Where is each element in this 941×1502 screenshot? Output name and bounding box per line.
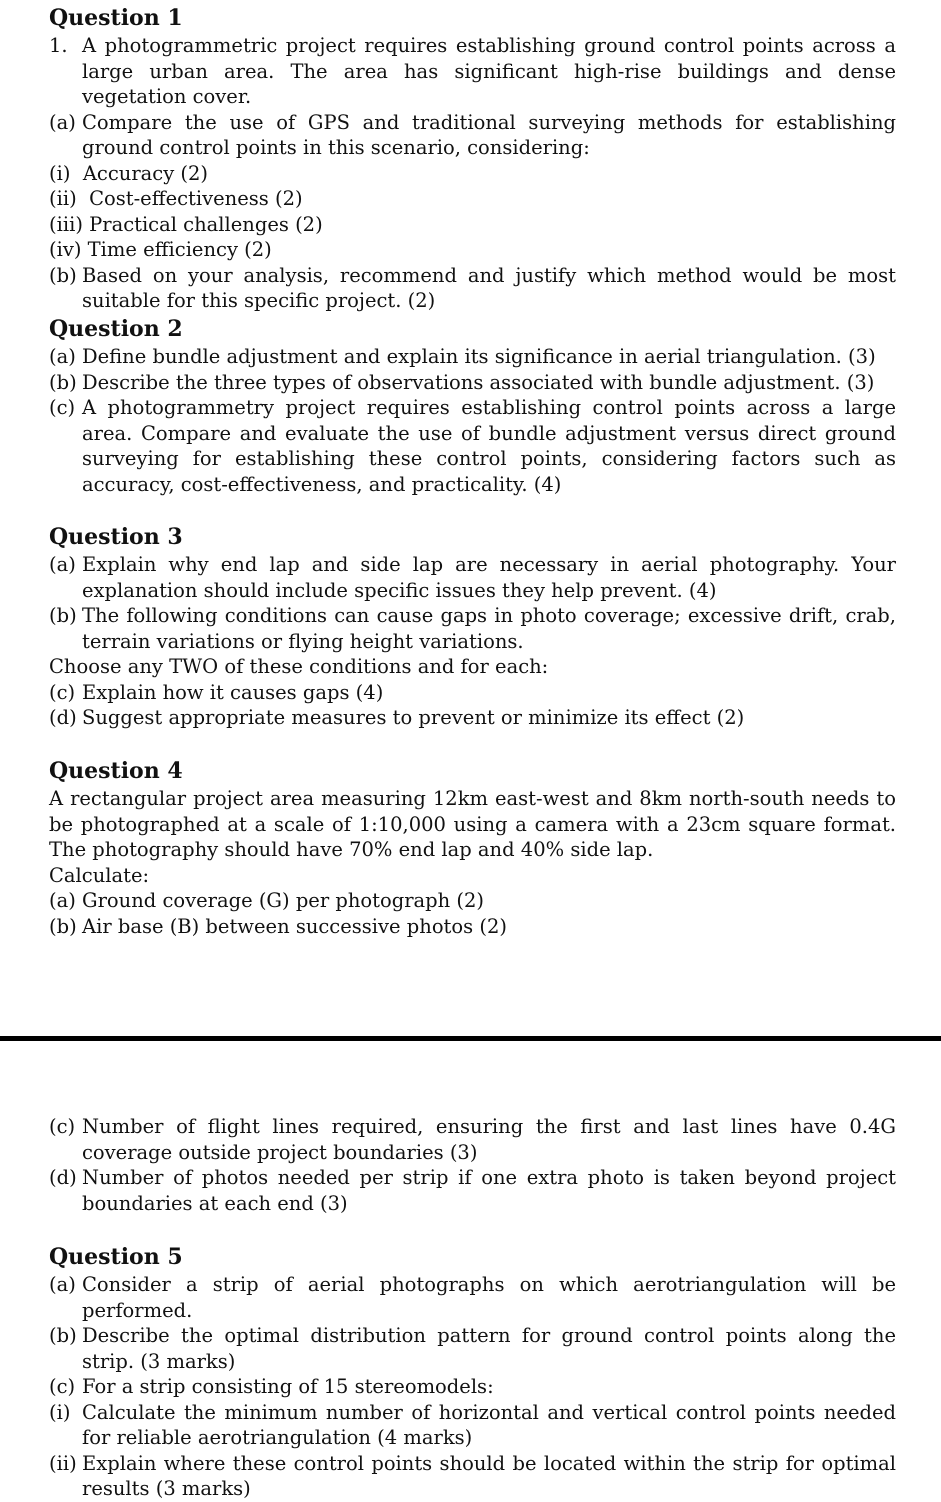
q3-part-c [49,680,896,706]
question-4-heading: Question 4 [49,758,183,784]
question-5 [49,1243,896,1502]
q1-part-b [49,263,896,314]
q1-part-a [49,110,896,161]
q3-part-b-label: (b) [49,604,77,627]
q4-intro: A rectangular project area measuring 12km east-west and 8km north-south needs to be photographed at a scale of 1:10,000 using a camera with a 23cm square format. The photography should have 70% end lap and 40% side lap. [49,787,896,861]
question-2-heading: Question 2 [49,316,183,342]
q1-part-a-text: Compare the use of GPS and traditional surveying methods for establishing ground control points in this scenario, considering: [82,110,896,159]
q3-part-a [49,552,896,603]
q3-part-d [49,705,896,731]
q1-sub-ii: (ii) Cost-effectiveness (2) [49,187,303,210]
q5-part-b-text: Describe the optimal distribution pattern for ground control points along the strip. (3 marks) [82,1324,896,1373]
q2-part-a-text: Define bundle adjustment and explain its significance in aerial triangulation. (3) [82,345,876,368]
q1-intro-text: A photogrammetric project requires establishing ground control points across a large urban area. The area has significant high-rise buildings and dense vegetation cover. [82,34,896,108]
q5-sub-i-label: (i) [49,1400,71,1424]
question-1-heading: Question 1 [49,5,183,31]
q5-part-c [49,1374,896,1400]
q4-part-a-label: (a) [49,889,76,912]
q3-part-d-text: Suggest appropriate measures to prevent or minimize its effect (2) [82,706,745,729]
q1-part-a-label: (a) [49,110,76,134]
q2-part-a-label: (a) [49,345,76,368]
q5-part-b [49,1323,896,1374]
q2-part-c [49,395,896,497]
question-3-heading: Question 3 [49,524,183,550]
q4-part-a-text: Ground coverage (G) per photograph (2) [82,889,485,912]
q5-sub-ii-text: Explain where these control points should be located within the strip for optimal results (3 marks) [82,1451,896,1500]
q4-part-d-label: (d) [49,1166,77,1189]
q1-part-b-label: (b) [49,263,77,287]
q5-part-b-label: (b) [49,1324,77,1347]
lower-sheet [0,1042,941,1500]
q4-calculate: Calculate: [49,863,150,887]
q2-part-c-text: A photogrammetry project requires establishing control points across a large area. Compare and evaluate the use of bundle adjustment versus direct ground surveying for establishing these control points, considering factors such as accuracy, cost-effectiveness, and practicality. (4) [82,396,896,496]
q3-part-a-label: (a) [49,553,76,576]
q4-part-c-label: (c) [49,1115,76,1138]
question-3 [49,523,896,731]
q3-part-b-text: The following conditions can cause gaps in photo coverage; excessive drift, crab, terrain variations or flying height variations. [82,604,896,653]
q3-choose-instruction: Choose any TWO of these conditions and for each: [49,655,549,678]
q1-part-b-text: Based on your analysis, recommend and justify which method would be most suitable for this specific project. (2) [82,263,896,312]
question-4-continued [49,1114,896,1216]
q5-sub-ii-label: (ii) [49,1451,77,1475]
q5-part-a [49,1272,896,1323]
q3-part-c-label: (c) [49,680,76,704]
question-2 [49,315,896,497]
q4-part-d-text: Number of photos needed per strip if one extra photo is taken beyond project boundaries at each end (3) [82,1166,896,1215]
q4-part-b-text: Air base (B) between successive photos (2) [82,914,507,938]
q1-intro-label: 1. [49,34,68,57]
question-5-heading: Question 5 [49,1244,183,1270]
q4-part-c-text: Number of flight lines required, ensuring the first and last lines have 0.4G coverage outside project boundaries (3) [82,1115,896,1164]
q3-part-d-label: (d) [49,706,77,729]
q3-part-a-text: Explain why end lap and side lap are necessary in aerial photography. Your explanation should include specific issues they help prevent. (4) [82,553,896,602]
q5-sub-ii [49,1451,896,1502]
q1-sub-i: (i) Accuracy (2) [49,161,209,185]
q5-part-c-text: For a strip consisting of 15 stereomodels: [82,1375,494,1398]
q1-sub-iii: (iii) Practical challenges (2) [49,212,323,236]
q5-part-a-text: Consider a strip of aerial photographs on which aerotriangulation will be performed. [82,1273,896,1322]
q5-sub-i-text: Calculate the minimum number of horizontal and vertical control points needed for reliable aerotriangulation (4 marks) [82,1400,896,1449]
q5-part-a-label: (a) [49,1273,76,1296]
q4-part-c [49,1114,896,1165]
q4-part-b [49,914,896,940]
q2-part-c-label: (c) [49,396,76,419]
q4-part-a [49,888,896,914]
q4-part-b-label: (b) [49,914,77,938]
q2-part-b [49,370,896,396]
q2-part-b-label: (b) [49,370,77,394]
q1-sub-iv: (iv) Time efficiency (2) [49,238,272,261]
q3-part-c-text: Explain how it causes gaps (4) [82,680,384,704]
question-1 [49,4,896,314]
question-4 [49,757,896,939]
q5-sub-i [49,1400,896,1451]
q1-intro [49,33,896,110]
page-divider [0,1036,941,1041]
q5-part-c-label: (c) [49,1375,76,1398]
q3-part-b [49,603,896,654]
q2-part-a [49,344,896,370]
q4-part-d [49,1165,896,1216]
q2-part-b-text: Describe the three types of observations associated with bundle adjustment. (3) [82,370,875,394]
